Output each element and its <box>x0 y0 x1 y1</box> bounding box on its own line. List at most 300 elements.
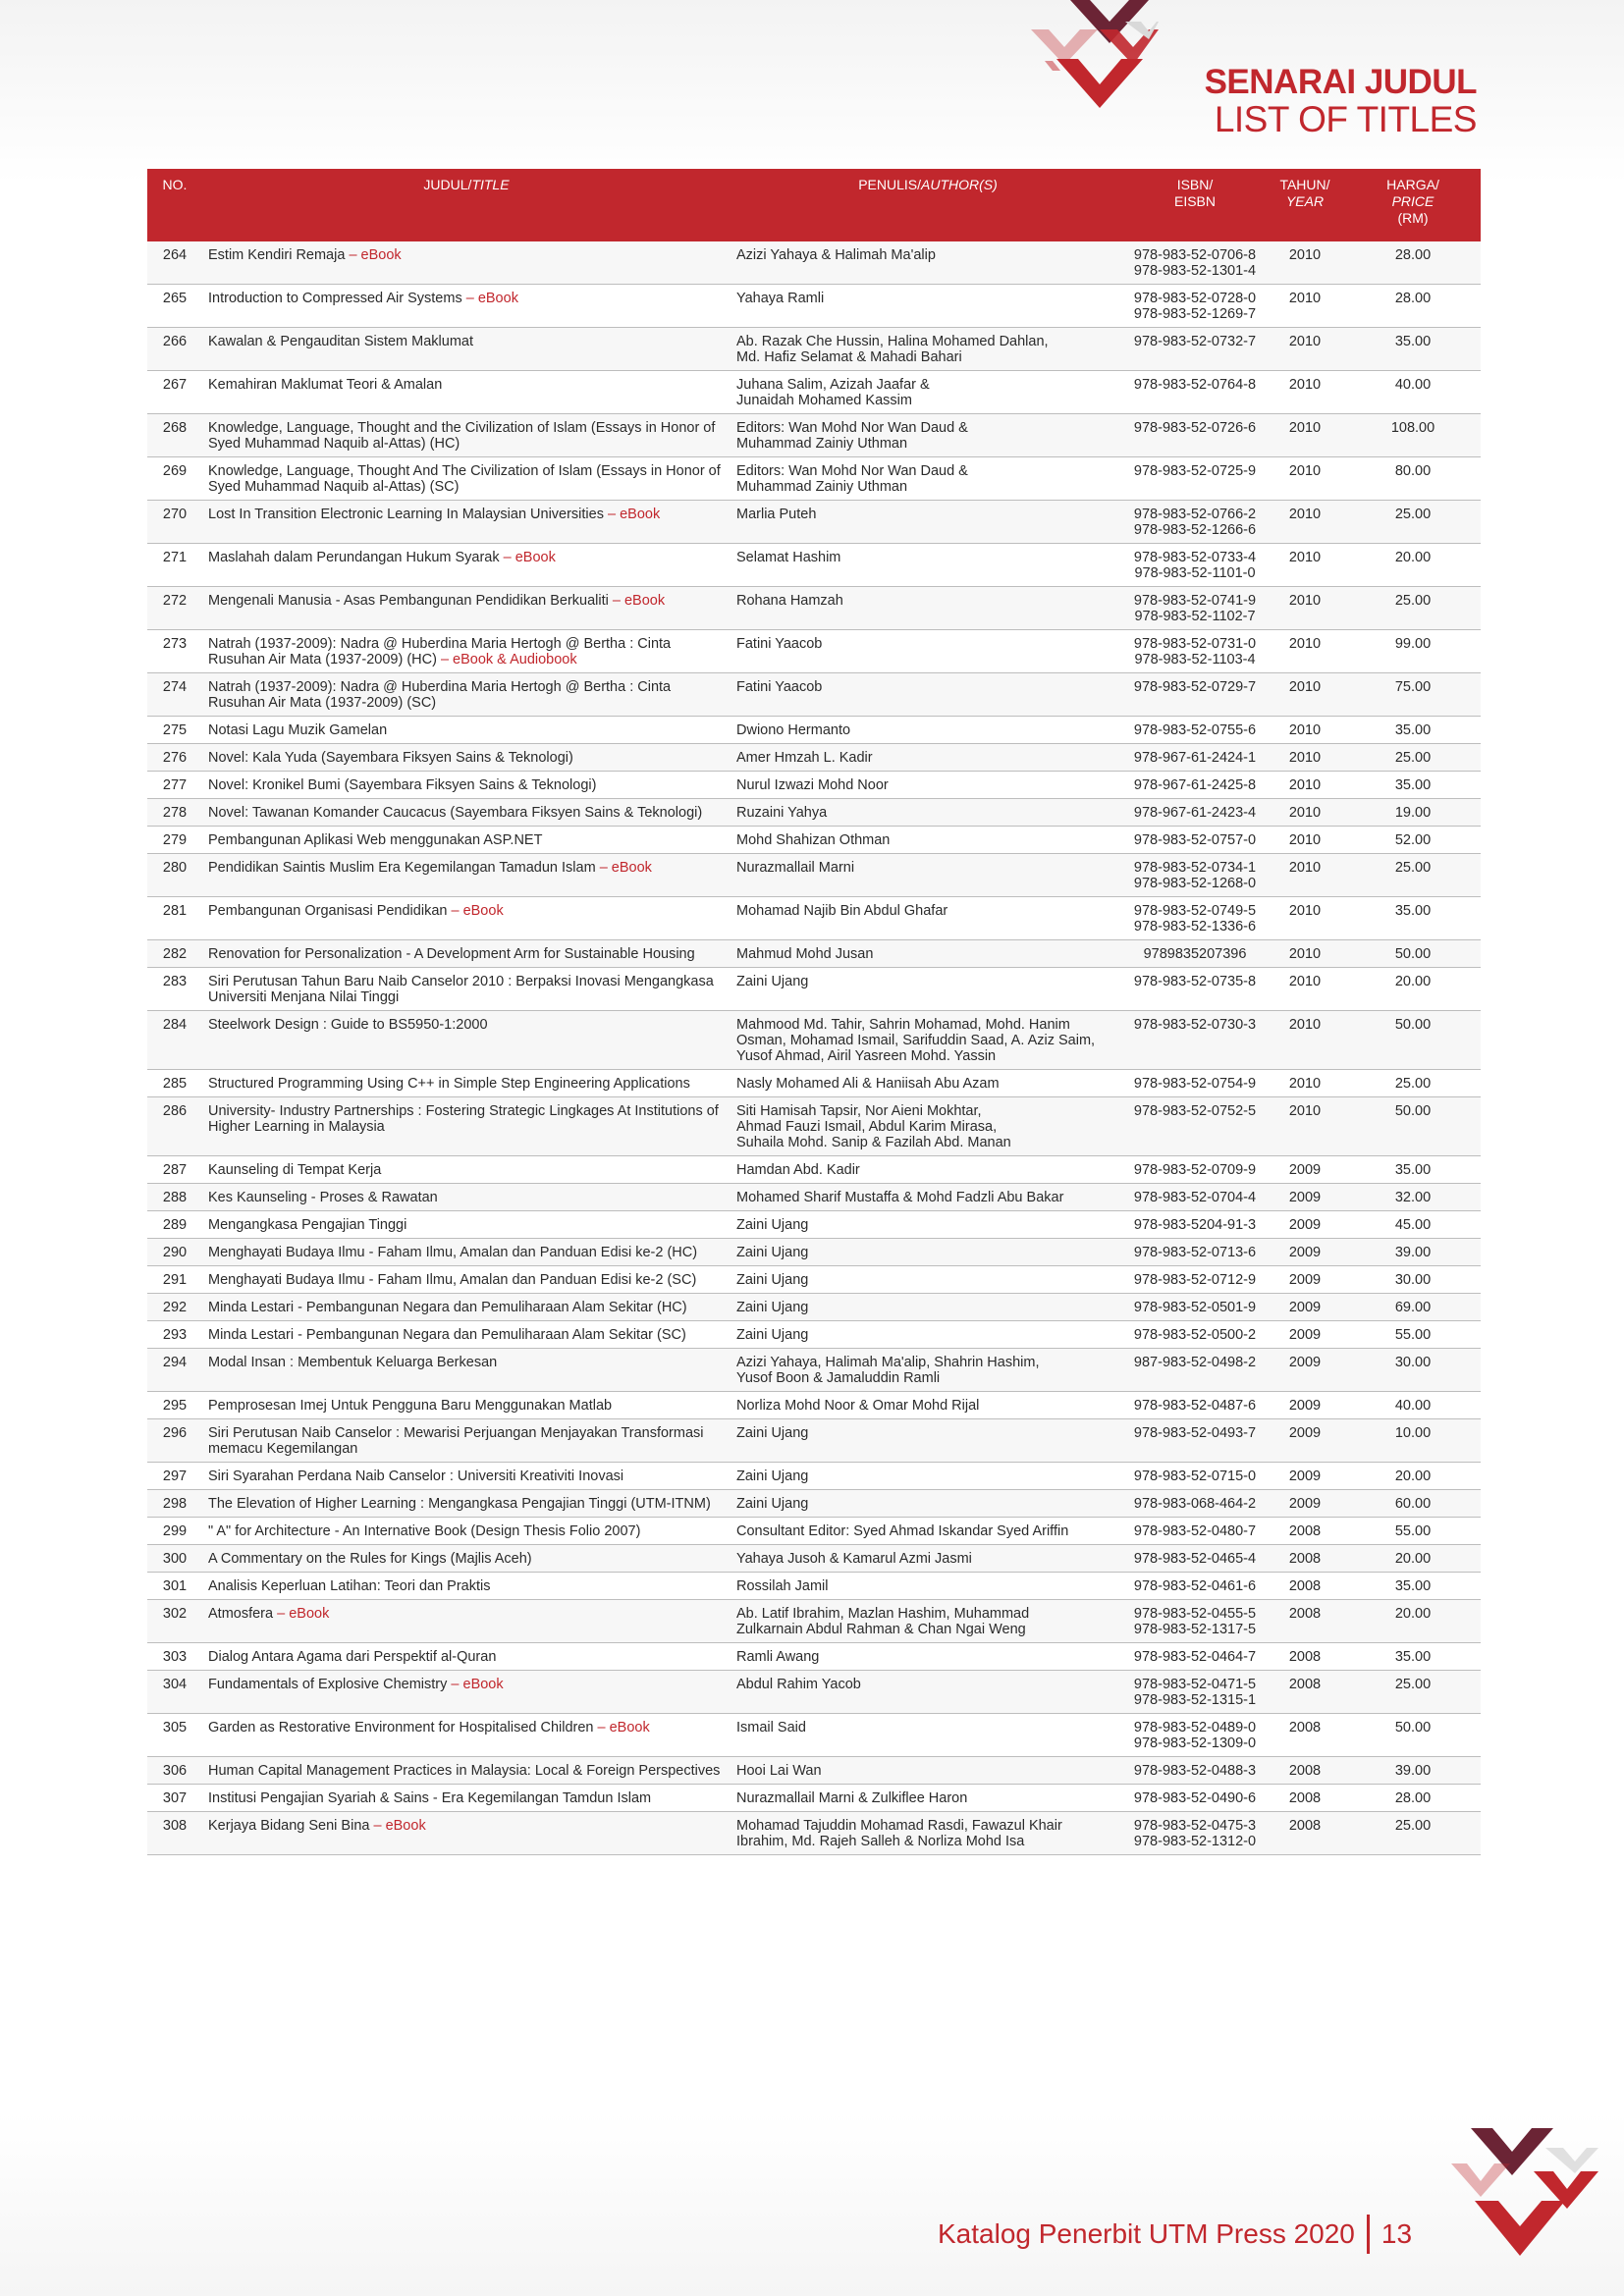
page-number: 13 <box>1380 2218 1413 2249</box>
page-footer <box>938 2215 1412 2254</box>
table-row <box>147 630 1481 673</box>
cell-author: Fatini Yaacob <box>731 673 1125 717</box>
cell-isbn: 978-983-52-0766-2 978-983-52-1266-6 <box>1125 501 1265 544</box>
cell-year: 2009 <box>1265 1419 1345 1463</box>
cell-author: Nurazmallail Marni & Zulkiflee Haron <box>731 1785 1125 1812</box>
table-row <box>147 1266 1481 1294</box>
book-title: Novel: Kala Yuda (Sayembara Fiksyen Sains & Teknologi) <box>208 750 573 766</box>
cell-no: 299 <box>147 1518 202 1545</box>
cell-title <box>202 940 731 968</box>
cell-no: 292 <box>147 1294 202 1321</box>
book-title: Pembangunan Aplikasi Web menggunakan ASP.NET <box>208 832 543 848</box>
cell-title <box>202 414 731 457</box>
cell-price: 20.00 <box>1345 968 1481 1011</box>
cell-price: 25.00 <box>1345 1812 1481 1855</box>
cell-title <box>202 772 731 799</box>
cell-isbn: 978-983-52-0749-5 978-983-52-1336-6 <box>1125 897 1265 940</box>
cell-title <box>202 799 731 827</box>
cell-isbn: 978-983-52-0709-9 <box>1125 1156 1265 1184</box>
cell-year: 2010 <box>1265 897 1345 940</box>
book-title: Novel: Kronikel Bumi (Sayembara Fiksyen Sains & Teknologi) <box>208 777 597 793</box>
ebook-tag: – eBook <box>603 507 661 522</box>
book-title: Pendidikan Saintis Muslim Era Kegemilangan Tamadun Islam <box>208 860 596 876</box>
cell-price: 28.00 <box>1345 241 1481 285</box>
table-row <box>147 1643 1481 1671</box>
book-title: Maslahah dalam Perundangan Hukum Syarak <box>208 550 500 565</box>
cell-year: 2009 <box>1265 1184 1345 1211</box>
cell-no: 275 <box>147 717 202 744</box>
titles-table <box>147 169 1481 1855</box>
cell-title <box>202 328 731 371</box>
cell-year: 2009 <box>1265 1211 1345 1239</box>
cell-year: 2010 <box>1265 544 1345 587</box>
cell-title <box>202 1419 731 1463</box>
cell-no: 298 <box>147 1490 202 1518</box>
cell-year: 2010 <box>1265 285 1345 328</box>
footer-divider <box>1367 2215 1370 2254</box>
table-row <box>147 717 1481 744</box>
cell-author: Zaini Ujang <box>731 1294 1125 1321</box>
cell-no: 296 <box>147 1419 202 1463</box>
cell-no: 307 <box>147 1785 202 1812</box>
cell-title <box>202 1211 731 1239</box>
cell-no: 271 <box>147 544 202 587</box>
cell-year: 2010 <box>1265 940 1345 968</box>
cell-no: 269 <box>147 457 202 501</box>
book-title: Siri Syarahan Perdana Naib Canselor : Universiti Kreativiti Inovasi <box>208 1468 624 1484</box>
cell-price: 40.00 <box>1345 1392 1481 1419</box>
book-title: Menghayati Budaya Ilmu - Faham Ilmu, Amalan dan Panduan Edisi ke-2 (HC) <box>208 1245 698 1260</box>
header-price: HARGA/ PRICE (RM) <box>1345 169 1481 241</box>
book-title: Garden as Restorative Environment for Hospitalised Children <box>208 1720 594 1735</box>
cell-no: 277 <box>147 772 202 799</box>
cell-title <box>202 1011 731 1070</box>
cell-isbn: 978-983-52-0735-8 <box>1125 968 1265 1011</box>
cell-price: 35.00 <box>1345 328 1481 371</box>
table-row <box>147 1671 1481 1714</box>
ebook-tag: – eBook <box>369 1818 426 1834</box>
cell-year: 2009 <box>1265 1463 1345 1490</box>
cell-isbn: 978-983-52-0730-3 <box>1125 1011 1265 1070</box>
cell-author: Fatini Yaacob <box>731 630 1125 673</box>
cell-author: Zaini Ujang <box>731 1321 1125 1349</box>
cell-year: 2009 <box>1265 1321 1345 1349</box>
cell-price: 45.00 <box>1345 1211 1481 1239</box>
book-title: Pemprosesan Imej Untuk Pengguna Baru Menggunakan Matlab <box>208 1398 613 1414</box>
book-title: Analisis Keperluan Latihan: Teori dan Praktis <box>208 1578 491 1594</box>
cell-author: Marlia Puteh <box>731 501 1125 544</box>
table-row <box>147 414 1481 457</box>
cell-year: 2009 <box>1265 1294 1345 1321</box>
book-title: Knowledge, Language, Thought And The Civilization of Islam (Essays in Honor of Syed Muhammad Naquib al-Attas) (SC) <box>208 463 721 495</box>
cell-isbn: 987-983-52-0498-2 <box>1125 1349 1265 1392</box>
cell-author: Azizi Yahaya, Halimah Ma'alip, Shahrin Hashim, Yusof Boon & Jamaluddin Ramli <box>731 1349 1125 1392</box>
catalog-name: Katalog Penerbit UTM Press 2020 <box>938 2218 1355 2249</box>
table-row <box>147 827 1481 854</box>
book-title: Kes Kaunseling - Proses & Rawatan <box>208 1190 438 1205</box>
cell-title <box>202 1545 731 1573</box>
cell-year: 2009 <box>1265 1349 1345 1392</box>
cell-price: 50.00 <box>1345 1714 1481 1757</box>
cell-isbn: 978-983-52-0501-9 <box>1125 1294 1265 1321</box>
cell-price: 25.00 <box>1345 587 1481 630</box>
cell-title <box>202 285 731 328</box>
cell-price: 50.00 <box>1345 1097 1481 1156</box>
cell-isbn: 978-983-52-0489-0 978-983-52-1309-0 <box>1125 1714 1265 1757</box>
table-header-row <box>147 169 1481 241</box>
cell-price: 25.00 <box>1345 744 1481 772</box>
book-title: Steelwork Design : Guide to BS5950-1:2000 <box>208 1017 488 1033</box>
cell-year: 2008 <box>1265 1518 1345 1545</box>
cell-author: Rossilah Jamil <box>731 1573 1125 1600</box>
cell-isbn: 978-983-52-0487-6 <box>1125 1392 1265 1419</box>
cell-year: 2008 <box>1265 1785 1345 1812</box>
cell-isbn: 978-983-52-0493-7 <box>1125 1419 1265 1463</box>
book-title: Dialog Antara Agama dari Perspektif al-Quran <box>208 1649 497 1665</box>
book-title: Pembangunan Organisasi Pendidikan <box>208 903 448 919</box>
cell-title <box>202 630 731 673</box>
cell-no: 305 <box>147 1714 202 1757</box>
cell-no: 297 <box>147 1463 202 1490</box>
cell-title <box>202 457 731 501</box>
cell-author: Ismail Said <box>731 1714 1125 1757</box>
cell-title <box>202 1518 731 1545</box>
cell-year: 2010 <box>1265 1070 1345 1097</box>
table-row <box>147 1573 1481 1600</box>
cell-price: 10.00 <box>1345 1419 1481 1463</box>
cell-author: Norliza Mohd Noor & Omar Mohd Rijal <box>731 1392 1125 1419</box>
cell-price: 19.00 <box>1345 799 1481 827</box>
cell-isbn: 978-983-52-0741-9 978-983-52-1102-7 <box>1125 587 1265 630</box>
cell-author: Mohamad Tajuddin Mohamad Rasdi, Fawazul Khair Ibrahim, Md. Rajeh Salleh & Norliza Mohd Isa <box>731 1812 1125 1855</box>
cell-year: 2008 <box>1265 1757 1345 1785</box>
cell-year: 2009 <box>1265 1239 1345 1266</box>
cell-isbn: 978-983-52-0757-0 <box>1125 827 1265 854</box>
cell-isbn: 978-983-52-0733-4 978-983-52-1101-0 <box>1125 544 1265 587</box>
cell-author: Hooi Lai Wan <box>731 1757 1125 1785</box>
cell-price: 35.00 <box>1345 1156 1481 1184</box>
cell-author: Rohana Hamzah <box>731 587 1125 630</box>
table-row <box>147 772 1481 799</box>
cell-price: 28.00 <box>1345 285 1481 328</box>
book-title: Renovation for Personalization - A Development Arm for Sustainable Housing <box>208 946 695 962</box>
cell-price: 20.00 <box>1345 544 1481 587</box>
cell-isbn: 978-983-52-0725-9 <box>1125 457 1265 501</box>
cell-year: 2008 <box>1265 1573 1345 1600</box>
ebook-tag: – eBook <box>595 860 652 876</box>
cell-title <box>202 1097 731 1156</box>
book-title: The Elevation of Higher Learning : Mengangkasa Pengajian Tinggi (UTM-ITNM) <box>208 1496 711 1512</box>
cell-no: 286 <box>147 1097 202 1156</box>
cell-title <box>202 673 731 717</box>
cell-author: Zaini Ujang <box>731 1463 1125 1490</box>
table-row <box>147 744 1481 772</box>
cell-year: 2010 <box>1265 772 1345 799</box>
cell-price: 35.00 <box>1345 897 1481 940</box>
cell-title <box>202 1239 731 1266</box>
cell-year: 2010 <box>1265 587 1345 630</box>
cell-price: 108.00 <box>1345 414 1481 457</box>
cell-author: Amer Hmzah L. Kadir <box>731 744 1125 772</box>
cell-price: 80.00 <box>1345 457 1481 501</box>
cell-author: Editors: Wan Mohd Nor Wan Daud & Muhammad Zainiy Uthman <box>731 457 1125 501</box>
cell-author: Ruzaini Yahya <box>731 799 1125 827</box>
book-title: Mengangkasa Pengajian Tinggi <box>208 1217 407 1233</box>
cell-year: 2008 <box>1265 1643 1345 1671</box>
cell-isbn: 978-983-52-0755-6 <box>1125 717 1265 744</box>
cell-title <box>202 1070 731 1097</box>
book-title: A Commentary on the Rules for Kings (Majlis Aceh) <box>208 1551 532 1567</box>
book-title: Institusi Pengajian Syariah & Sains - Era Kegemilangan Tamdun Islam <box>208 1790 652 1806</box>
cell-no: 268 <box>147 414 202 457</box>
book-title: Minda Lestari - Pembangunan Negara dan Pemuliharaan Alam Sekitar (SC) <box>208 1327 686 1343</box>
cell-price: 20.00 <box>1345 1463 1481 1490</box>
header-no: NO. <box>147 169 202 241</box>
cell-author: Nurazmallail Marni <box>731 854 1125 897</box>
cell-year: 2010 <box>1265 1097 1345 1156</box>
cell-year: 2009 <box>1265 1490 1345 1518</box>
cell-author: Zaini Ujang <box>731 1266 1125 1294</box>
table-row <box>147 587 1481 630</box>
table-row <box>147 799 1481 827</box>
header-isbn: ISBN/ EISBN <box>1125 169 1265 241</box>
cell-isbn: 978-983-52-0704-4 <box>1125 1184 1265 1211</box>
cell-title <box>202 1671 731 1714</box>
cell-author: Dwiono Hermanto <box>731 717 1125 744</box>
cell-no: 287 <box>147 1156 202 1184</box>
cell-no: 291 <box>147 1266 202 1294</box>
utm-chevron-logo-bottom <box>1451 2128 1618 2275</box>
table-row <box>147 897 1481 940</box>
cell-isbn: 978-983-52-0475-3 978-983-52-1312-0 <box>1125 1812 1265 1855</box>
cell-author: Siti Hamisah Tapsir, Nor Aieni Mokhtar, Ahmad Fauzi Ismail, Abdul Karim Mirasa, Suhaila Mohd. Sanip & Fazilah Abd. Manan <box>731 1097 1125 1156</box>
cell-title <box>202 827 731 854</box>
cell-no: 301 <box>147 1573 202 1600</box>
cell-no: 279 <box>147 827 202 854</box>
cell-isbn: 978-983-52-0471-5 978-983-52-1315-1 <box>1125 1671 1265 1714</box>
table-row <box>147 1321 1481 1349</box>
cell-no: 302 <box>147 1600 202 1643</box>
table-row <box>147 1419 1481 1463</box>
cell-year: 2010 <box>1265 241 1345 285</box>
cell-isbn: 978-983-52-0488-3 <box>1125 1757 1265 1785</box>
table-row <box>147 1070 1481 1097</box>
table-row <box>147 241 1481 285</box>
table-row <box>147 1184 1481 1211</box>
cell-author: Ab. Latif Ibrahim, Mazlan Hashim, Muhammad Zulkarnain Abdul Rahman & Chan Ngai Weng <box>731 1600 1125 1643</box>
cell-author: Zaini Ujang <box>731 1419 1125 1463</box>
cell-title <box>202 744 731 772</box>
cell-title <box>202 544 731 587</box>
cell-isbn: 978-983-52-0754-9 <box>1125 1070 1265 1097</box>
table-row <box>147 1011 1481 1070</box>
cell-no: 270 <box>147 501 202 544</box>
cell-title <box>202 1490 731 1518</box>
cell-no: 273 <box>147 630 202 673</box>
cell-isbn: 978-983-52-0706-8 978-983-52-1301-4 <box>1125 241 1265 285</box>
cell-author: Abdul Rahim Yacob <box>731 1671 1125 1714</box>
cell-no: 288 <box>147 1184 202 1211</box>
cell-isbn: 9789835207396 <box>1125 940 1265 968</box>
book-title: Kemahiran Maklumat Teori & Amalan <box>208 377 443 393</box>
book-title: Knowledge, Language, Thought and the Civilization of Islam (Essays in Honor of Syed Muhammad Naquib al-Attas) (HC) <box>208 420 716 452</box>
cell-isbn: 978-983-52-0465-4 <box>1125 1545 1265 1573</box>
cell-year: 2010 <box>1265 744 1345 772</box>
cell-year: 2008 <box>1265 1600 1345 1643</box>
cell-no: 283 <box>147 968 202 1011</box>
cell-title <box>202 587 731 630</box>
table-row <box>147 854 1481 897</box>
cell-no: 295 <box>147 1392 202 1419</box>
table-row <box>147 673 1481 717</box>
ebook-tag: – eBook <box>345 247 402 263</box>
table-row <box>147 940 1481 968</box>
cell-no: 308 <box>147 1812 202 1855</box>
cell-price: 25.00 <box>1345 501 1481 544</box>
cell-year: 2010 <box>1265 968 1345 1011</box>
cell-price: 35.00 <box>1345 772 1481 799</box>
cell-price: 28.00 <box>1345 1785 1481 1812</box>
cell-isbn: 978-983-52-0764-8 <box>1125 371 1265 414</box>
book-title: Natrah (1937-2009): Nadra @ Huberdina Maria Hertogh @ Bertha : Cinta Rusuhan Air Mata (1937-2009) (SC) <box>208 679 672 711</box>
cell-no: 278 <box>147 799 202 827</box>
table-row <box>147 1757 1481 1785</box>
cell-title <box>202 1392 731 1419</box>
table-row <box>147 371 1481 414</box>
cell-title <box>202 1757 731 1785</box>
cell-title <box>202 241 731 285</box>
book-title: Kawalan & Pengauditan Sistem Maklumat <box>208 334 474 349</box>
header-year: TAHUN/ YEAR <box>1265 169 1345 241</box>
table-row <box>147 1490 1481 1518</box>
cell-year: 2010 <box>1265 854 1345 897</box>
cell-no: 294 <box>147 1349 202 1392</box>
book-title: Notasi Lagu Muzik Gamelan <box>208 722 388 738</box>
cell-title <box>202 1812 731 1855</box>
cell-isbn: 978-983-52-0734-1 978-983-52-1268-0 <box>1125 854 1265 897</box>
cell-year: 2010 <box>1265 328 1345 371</box>
book-title: Modal Insan : Membentuk Keluarga Berkesan <box>208 1355 498 1370</box>
cell-isbn: 978-983-52-0726-6 <box>1125 414 1265 457</box>
cell-isbn: 978-983-52-0715-0 <box>1125 1463 1265 1490</box>
table-row <box>147 328 1481 371</box>
cell-title <box>202 1463 731 1490</box>
cell-no: 285 <box>147 1070 202 1097</box>
cell-year: 2010 <box>1265 630 1345 673</box>
cell-price: 25.00 <box>1345 1070 1481 1097</box>
cell-author: Zaini Ujang <box>731 1211 1125 1239</box>
cell-title <box>202 1156 731 1184</box>
cell-price: 50.00 <box>1345 1011 1481 1070</box>
table-row <box>147 1714 1481 1757</box>
table-row <box>147 1518 1481 1545</box>
table-row <box>147 1211 1481 1239</box>
cell-title <box>202 1266 731 1294</box>
cell-author: Zaini Ujang <box>731 1490 1125 1518</box>
cell-author: Azizi Yahaya & Halimah Ma'alip <box>731 241 1125 285</box>
cell-price: 60.00 <box>1345 1490 1481 1518</box>
ebook-tag: – eBook <box>593 1720 650 1735</box>
cell-price: 40.00 <box>1345 371 1481 414</box>
cell-title <box>202 501 731 544</box>
utm-chevron-logo <box>1031 0 1159 147</box>
table-row <box>147 1545 1481 1573</box>
ebook-tag: – eBook <box>499 550 556 565</box>
cell-author: Hamdan Abd. Kadir <box>731 1156 1125 1184</box>
cell-author: Editors: Wan Mohd Nor Wan Daud & Muhammad Zainiy Uthman <box>731 414 1125 457</box>
table-row <box>147 1463 1481 1490</box>
book-title: Introduction to Compressed Air Systems <box>208 291 462 306</box>
cell-no: 304 <box>147 1671 202 1714</box>
cell-isbn: 978-983-52-0490-6 <box>1125 1785 1265 1812</box>
cell-price: 50.00 <box>1345 940 1481 968</box>
cell-isbn: 978-983-52-0500-2 <box>1125 1321 1265 1349</box>
cell-title <box>202 1294 731 1321</box>
book-title: Novel: Tawanan Komander Caucacus (Sayembara Fiksyen Sains & Teknologi) <box>208 805 703 821</box>
cell-year: 2010 <box>1265 501 1345 544</box>
cell-author: Yahaya Jusoh & Kamarul Azmi Jasmi <box>731 1545 1125 1573</box>
cell-year: 2010 <box>1265 371 1345 414</box>
cell-author: Ab. Razak Che Hussin, Halina Mohamed Dahlan, Md. Hafiz Selamat & Mahadi Bahari <box>731 328 1125 371</box>
cell-author: Mohamed Sharif Mustaffa & Mohd Fadzli Abu Bakar <box>731 1184 1125 1211</box>
table-row <box>147 501 1481 544</box>
cell-no: 272 <box>147 587 202 630</box>
cell-price: 30.00 <box>1345 1349 1481 1392</box>
cell-isbn: 978-983-52-0728-0 978-983-52-1269-7 <box>1125 285 1265 328</box>
cell-price: 55.00 <box>1345 1518 1481 1545</box>
cell-author: Mohamad Najib Bin Abdul Ghafar <box>731 897 1125 940</box>
ebook-tag: – eBook <box>273 1606 330 1622</box>
cell-isbn: 978-983-52-0731-0 978-983-52-1103-4 <box>1125 630 1265 673</box>
cell-price: 35.00 <box>1345 717 1481 744</box>
cell-author: Ramli Awang <box>731 1643 1125 1671</box>
table-row <box>147 457 1481 501</box>
cell-price: 30.00 <box>1345 1266 1481 1294</box>
cell-title <box>202 1573 731 1600</box>
cell-price: 39.00 <box>1345 1239 1481 1266</box>
cell-author: Consultant Editor: Syed Ahmad Iskandar Syed Ariffin <box>731 1518 1125 1545</box>
cell-year: 2010 <box>1265 414 1345 457</box>
cell-no: 280 <box>147 854 202 897</box>
cell-author: Selamat Hashim <box>731 544 1125 587</box>
cell-price: 25.00 <box>1345 854 1481 897</box>
cell-no: 266 <box>147 328 202 371</box>
book-title: Siri Perutusan Tahun Baru Naib Canselor 2010 : Berpaksi Inovasi Mengangkasa Universiti Menjana Nilai Tinggi <box>208 974 714 1005</box>
table-row <box>147 1156 1481 1184</box>
cell-isbn: 978-983-52-0729-7 <box>1125 673 1265 717</box>
cell-price: 35.00 <box>1345 1573 1481 1600</box>
book-title: Minda Lestari - Pembangunan Negara dan Pemuliharaan Alam Sekitar (HC) <box>208 1300 687 1315</box>
cell-title <box>202 968 731 1011</box>
cell-price: 32.00 <box>1345 1184 1481 1211</box>
table-row <box>147 1812 1481 1855</box>
book-title: Menghayati Budaya Ilmu - Faham Ilmu, Amalan dan Panduan Edisi ke-2 (SC) <box>208 1272 697 1288</box>
page-title-ms: SENARAI JUDUL <box>1204 63 1477 101</box>
book-title: Structured Programming Using C++ in Simple Step Engineering Applications <box>208 1076 690 1092</box>
table-row <box>147 1294 1481 1321</box>
cell-year: 2010 <box>1265 457 1345 501</box>
cell-price: 39.00 <box>1345 1757 1481 1785</box>
cell-year: 2010 <box>1265 827 1345 854</box>
book-title: Kerjaya Bidang Seni Bina <box>208 1818 370 1834</box>
table-body <box>147 241 1481 1855</box>
cell-price: 25.00 <box>1345 1671 1481 1714</box>
book-title: Siri Perutusan Naib Canselor : Mewarisi Perjuangan Menjayakan Transformasi memacu Kegemilangan <box>208 1425 704 1457</box>
ebook-tag: – eBook & Audiobook <box>436 652 577 667</box>
cell-isbn: 978-983-52-0461-6 <box>1125 1573 1265 1600</box>
cell-year: 2010 <box>1265 799 1345 827</box>
cell-price: 20.00 <box>1345 1600 1481 1643</box>
